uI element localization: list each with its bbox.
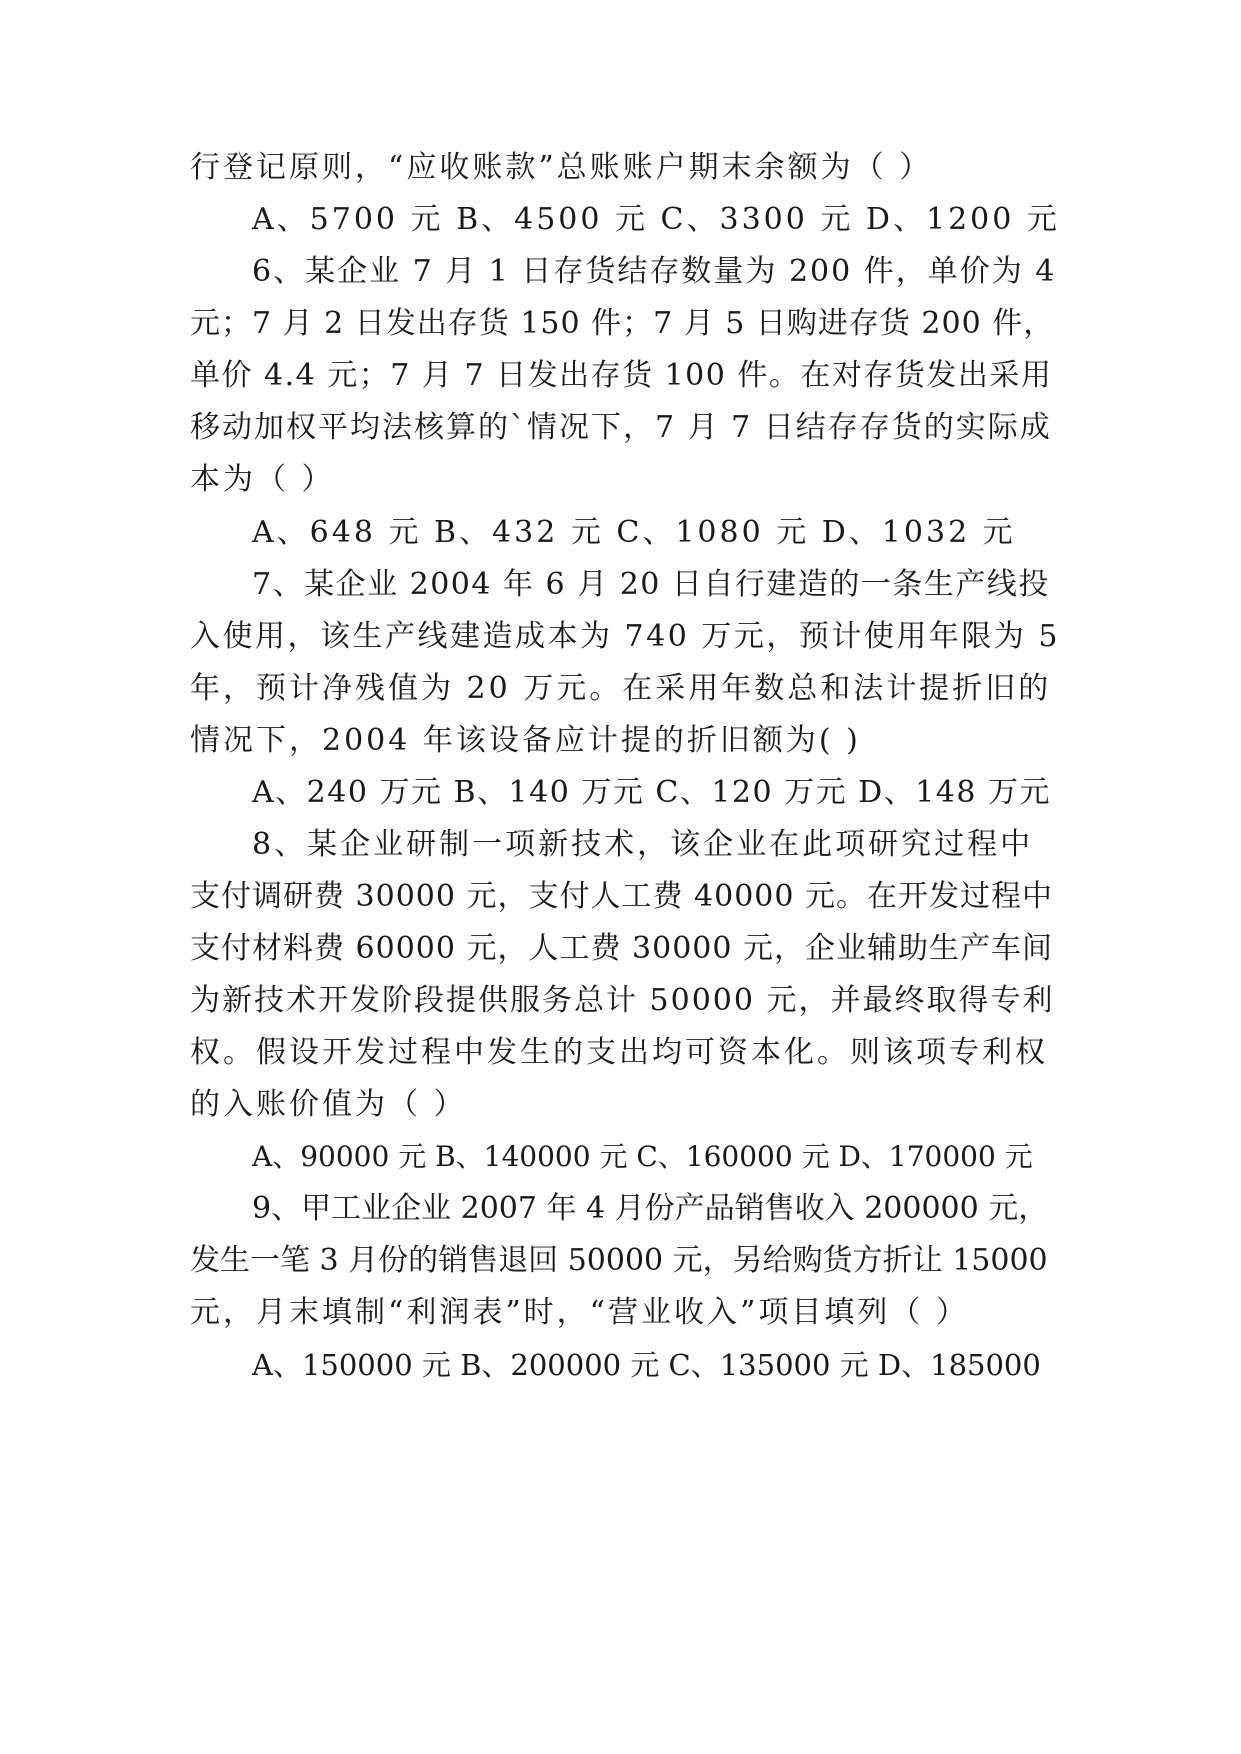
question-7-line-3: 年，预计净残值为 20 万元。在采用年数总和法计提折旧的 — [190, 671, 1052, 706]
question-6-line-4: 移动加权平均法核算的`情况下，7 月 7 日结存存货的实际成 — [190, 410, 1052, 445]
question-8-line-4: 为新技术开发阶段提供服务总计 50000 元，并最终取得专利 — [190, 983, 1055, 1018]
text-line-1: 行登记原则，“应收账款”总账账户期末余额为（ ） — [190, 150, 933, 185]
question-7-line-1: 7、某企业 2004 年 6 月 20 日自行建造的一条生产线投 — [252, 567, 1050, 602]
question-7-line-4: 情况下，2004 年该设备应计提的折旧额为( ) — [190, 723, 861, 758]
options-q8: A、90000 元 B、140000 元 C、160000 元 D、170000 元 — [252, 1140, 1033, 1173]
options-q5: A、5700 元 B、4500 元 C、3300 元 D、1200 元 — [252, 202, 1060, 237]
options-q7: A、240 万元 B、140 万元 C、120 万元 D、148 万元 — [252, 775, 1052, 810]
question-8-line-5: 权。假设开发过程中发生的支出均可资本化。则该项专利权 — [190, 1035, 1048, 1070]
question-6-line-3: 单价 4.4 元；7 月 7 日发出存货 100 件。在对存货发出采用 — [190, 358, 1053, 393]
question-9-line-2: 发生一笔 3 月份的销售退回 50000 元，另给购货方折让 15000 — [190, 1243, 1048, 1278]
question-8-line-2: 支付调研费 30000 元，支付人工费 40000 元。在开发过程中 — [190, 879, 1054, 914]
question-6-line-5: 本为（ ） — [190, 462, 335, 497]
question-6-line-1: 6、某企业 7 月 1 日存货结存数量为 200 件，单价为 4 — [252, 254, 1057, 289]
question-7-line-2: 入使用，该生产线建造成本为 740 万元，预计使用年限为 5 — [190, 619, 1060, 654]
question-9-line-3: 元，月末填制“利润表”时，“营业收入”项目填列（ ） — [190, 1295, 969, 1330]
question-8-line-3: 支付材料费 60000 元，人工费 30000 元，企业辅助生产车间 — [190, 931, 1054, 966]
options-q9: A、150000 元 B、200000 元 C、135000 元 D、185000 — [252, 1348, 1041, 1382]
question-8-line-1: 8、某企业研制一项新技术，该企业在此项研究过程中 — [252, 827, 1034, 862]
question-6-line-2: 元；7 月 2 日发出存货 150 件；7 月 5 日购进存货 200 件， — [190, 306, 1055, 341]
question-9-line-1: 9、甲工业企业 2007 年 4 月份产品销售收入 200000 元， — [252, 1191, 1049, 1226]
question-8-line-6: 的入账价值为（ ） — [190, 1087, 467, 1122]
options-q6: A、648 元 B、432 元 C、1080 元 D、1032 元 — [252, 515, 1016, 550]
